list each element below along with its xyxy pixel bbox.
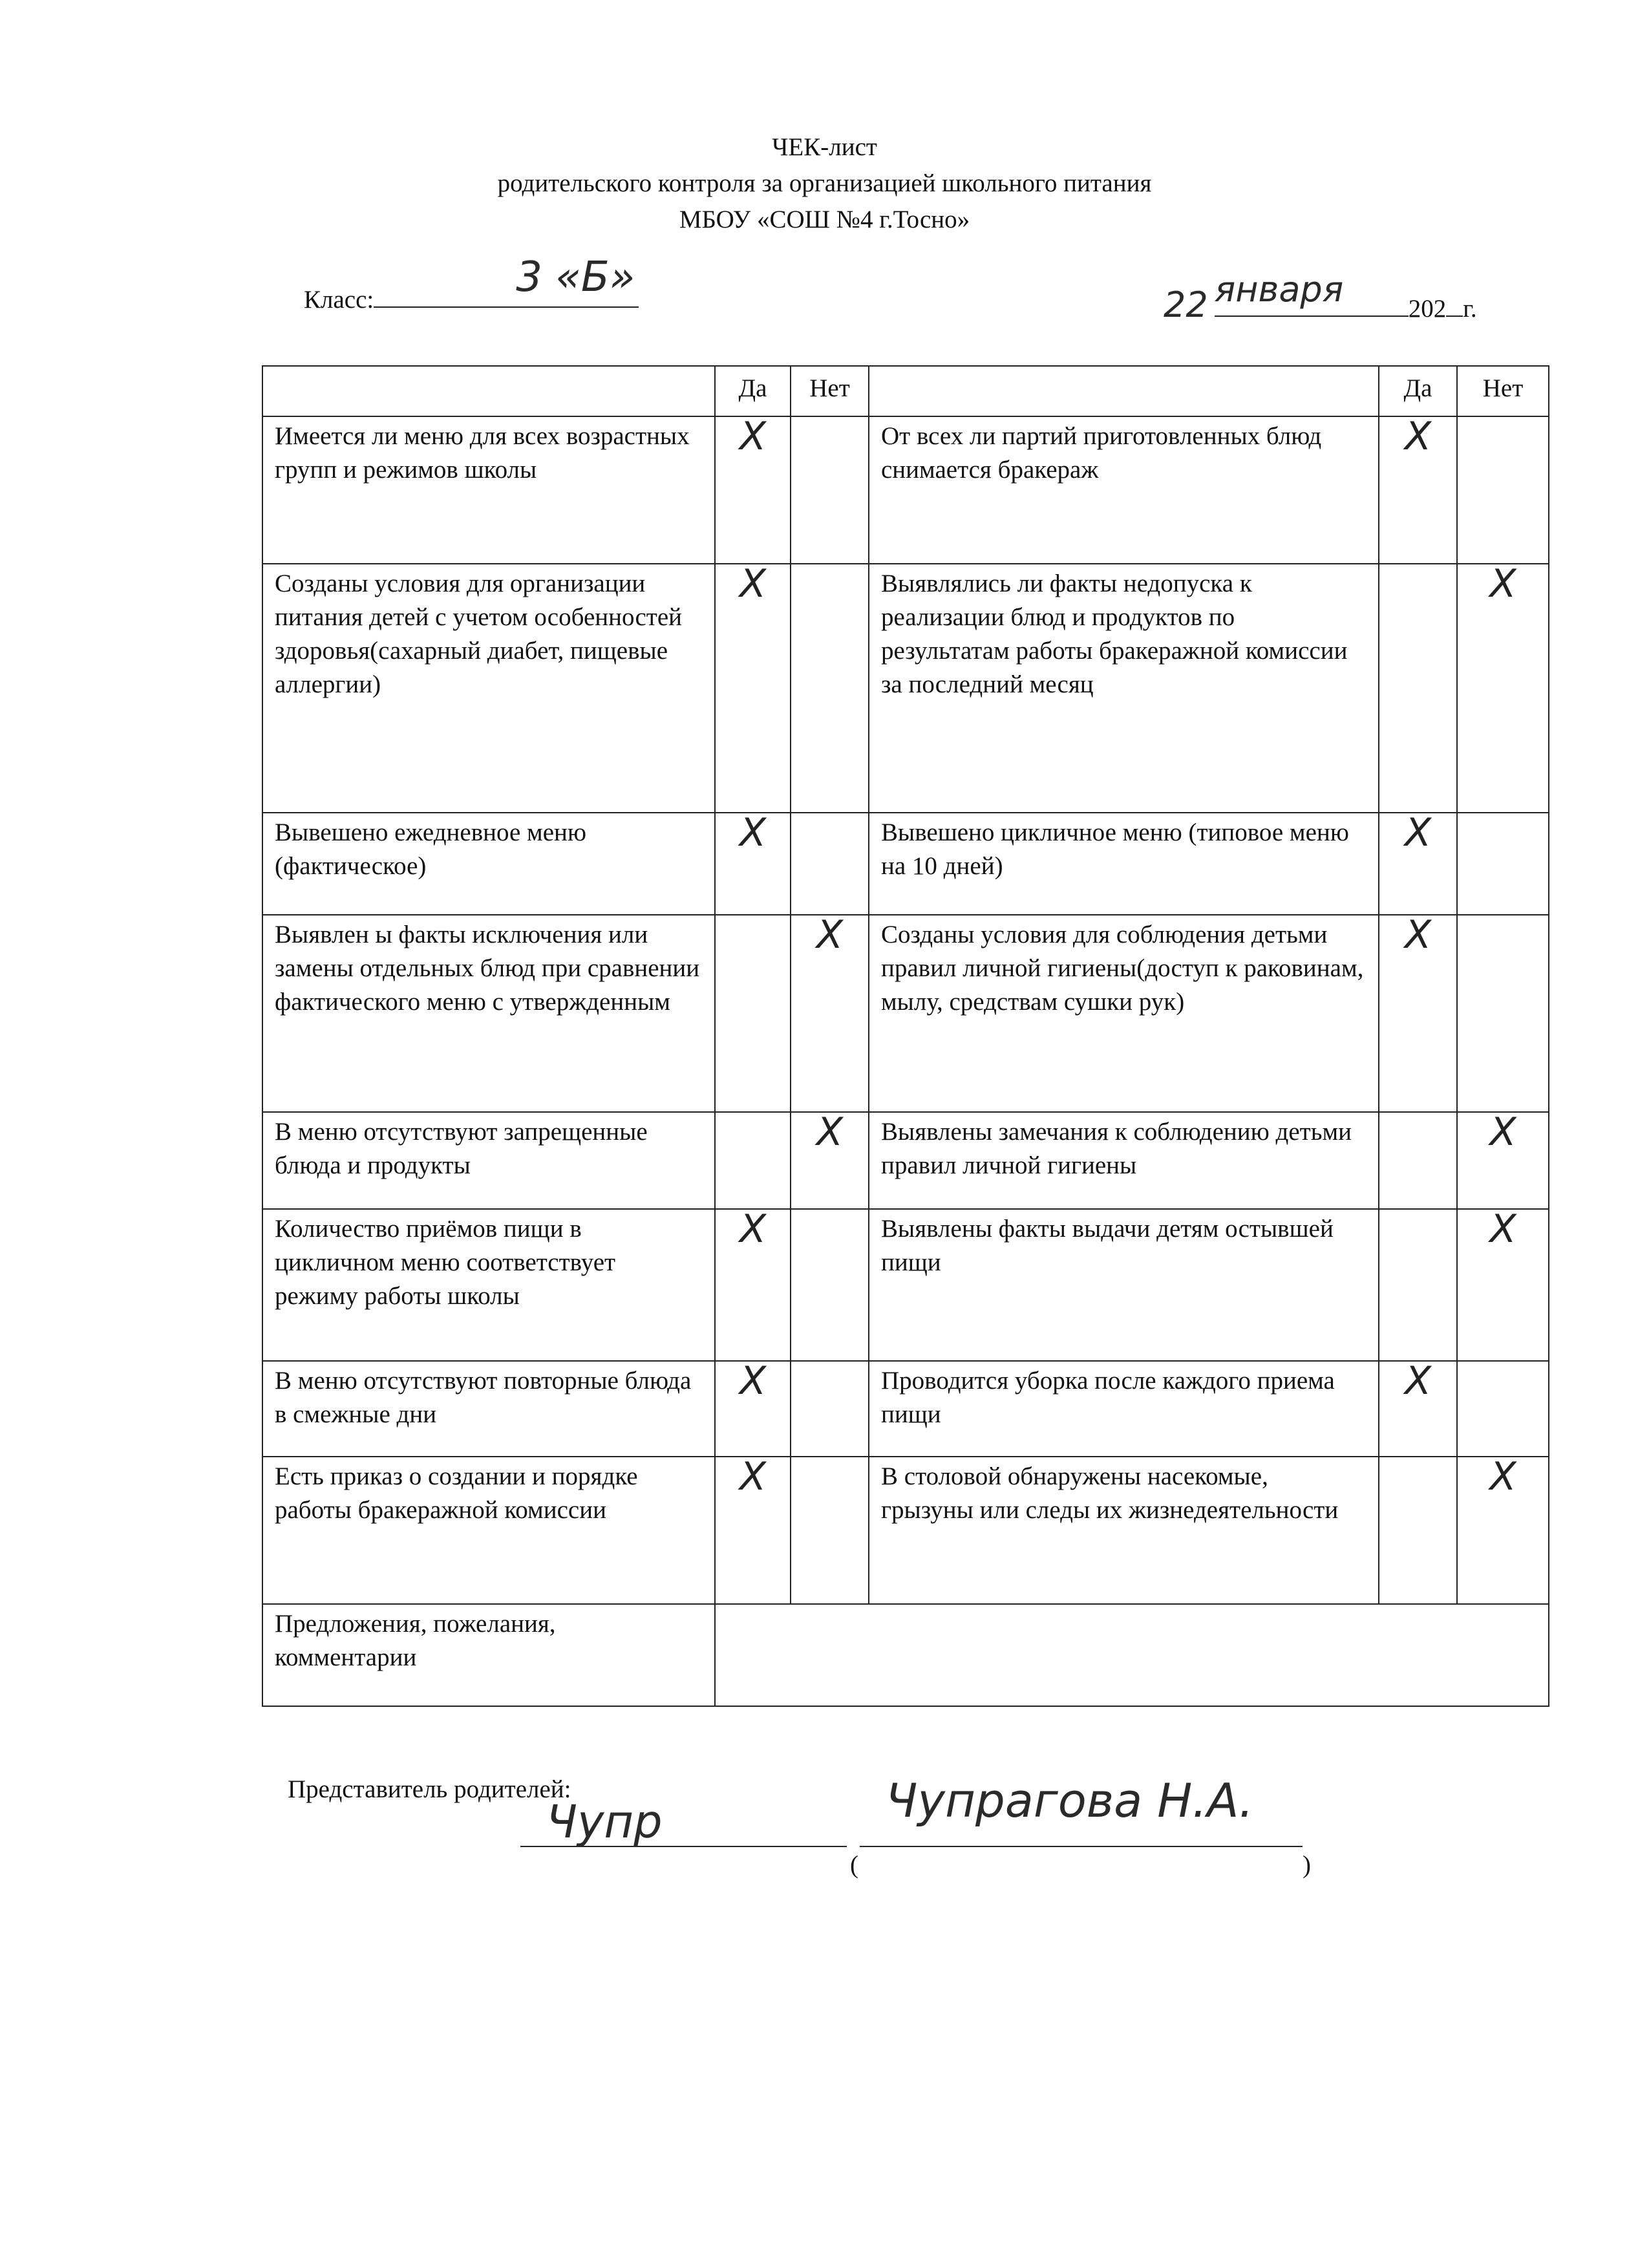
question-right: Выявлены факты выдачи детям остывшей пищи xyxy=(869,1209,1379,1361)
check-mark-icon: X xyxy=(816,912,844,957)
question-right: Выявлялись ли факты недопуска к реализации блюд и продуктов по результатам работы бракеражной комиссии за последний месяц xyxy=(869,564,1379,813)
yes-checkbox[interactable] xyxy=(715,1454,791,1604)
paren-open: ( xyxy=(850,1851,858,1879)
question-right: В столовой обнаружены насекомые, грызуны или следы их жизнедеятельности xyxy=(869,1457,1379,1604)
class-value-line[interactable] xyxy=(374,253,639,308)
yes-checkbox[interactable] xyxy=(715,1112,791,1209)
question-left: В меню отсутствуют запрещенные блюда и продукты xyxy=(262,1112,715,1209)
check-mark-icon: X xyxy=(739,561,767,606)
date-day: 22 xyxy=(1164,284,1208,325)
yes-checkbox[interactable] xyxy=(1379,564,1457,813)
question-left: В меню отсутствуют повторные блюда в смежные дни xyxy=(262,1361,715,1457)
question-right: Выявлены замечания к соблюдению детьми правил личной гигиены xyxy=(869,1112,1379,1209)
class-field xyxy=(304,253,639,314)
table-row xyxy=(262,1112,1549,1209)
yes-checkbox[interactable] xyxy=(715,416,791,564)
no-checkbox[interactable] xyxy=(1457,1206,1549,1361)
yes-checkbox[interactable] xyxy=(1379,1358,1457,1457)
table-header-row xyxy=(262,366,1549,416)
date-year-prefix: 202 xyxy=(1408,295,1447,323)
question-right: Проводится уборка после каждого приема пищи xyxy=(869,1361,1379,1457)
date-month: января xyxy=(1214,269,1344,310)
title-line-2: родительского контроля за организацией школьного питания xyxy=(497,169,1152,197)
signature-handwritten: Чупр xyxy=(546,1795,663,1848)
table-row xyxy=(262,1457,1549,1604)
question-left: Выявлен ы факты исключения или замены отдельных блюд при сравнении фактического меню с утвержденным xyxy=(262,915,715,1112)
check-mark-icon: X xyxy=(1489,1454,1516,1499)
header-no-left: Нет xyxy=(791,366,869,416)
no-checkbox[interactable] xyxy=(791,1109,869,1209)
question-right: Вывешено цикличное меню (типовое меню на 10 дней) xyxy=(869,813,1379,915)
document-title xyxy=(0,129,1649,238)
yes-checkbox[interactable] xyxy=(715,1206,791,1361)
name-line[interactable] xyxy=(860,1773,1303,1847)
check-mark-icon: X xyxy=(1404,810,1432,855)
no-checkbox[interactable] xyxy=(1457,1361,1549,1457)
check-mark-icon: X xyxy=(739,810,767,855)
question-left: Созданы условия для организации питания детей с учетом особенностей здоровья(сахарный диабет, пищевые аллергии) xyxy=(262,564,715,813)
question-right: От всех ли партий приготовленных блюд снимается бракераж xyxy=(869,416,1379,564)
date-field xyxy=(1164,269,1477,325)
no-checkbox[interactable] xyxy=(791,1209,869,1361)
paren-close: ) xyxy=(1303,1851,1311,1879)
representative-name: Чупрагова Н.А. xyxy=(886,1773,1254,1828)
yes-checkbox[interactable] xyxy=(1379,810,1457,915)
checklist-table xyxy=(262,365,1549,1707)
no-checkbox[interactable] xyxy=(791,416,869,564)
header-yes-right: Да xyxy=(1379,366,1457,416)
header-question-right xyxy=(869,366,1379,416)
header-no-right: Нет xyxy=(1457,366,1549,416)
yes-checkbox[interactable] xyxy=(1379,416,1457,564)
table-row xyxy=(262,416,1549,564)
class-label: Класс: xyxy=(304,286,374,314)
check-mark-icon: X xyxy=(739,1206,767,1252)
check-mark-icon: X xyxy=(739,1358,767,1404)
no-checkbox[interactable] xyxy=(791,564,869,813)
yes-checkbox[interactable] xyxy=(1379,1457,1457,1604)
question-left: Есть приказ о создании и порядке работы бракеражной комиссии xyxy=(262,1457,715,1604)
title-line-3: МБОУ «СОШ №4 г.Тосно» xyxy=(679,206,970,233)
yes-checkbox[interactable] xyxy=(1379,1209,1457,1361)
table-row xyxy=(262,564,1549,813)
date-month-line[interactable] xyxy=(1214,269,1409,317)
table-row xyxy=(262,915,1549,1112)
class-value: 3 «Б» xyxy=(516,253,635,301)
header-yes-left: Да xyxy=(715,366,791,416)
check-mark-icon: X xyxy=(1404,414,1432,459)
check-mark-icon: X xyxy=(1489,561,1516,606)
table-row xyxy=(262,1361,1549,1457)
question-left: Количество приёмов пищи в цикличном меню соответствует режиму работы школы xyxy=(262,1209,715,1361)
check-mark-icon: X xyxy=(739,414,767,459)
header-question-left xyxy=(262,366,715,416)
no-checkbox[interactable] xyxy=(1457,1454,1549,1604)
yes-checkbox[interactable] xyxy=(715,1358,791,1457)
table-row xyxy=(262,1209,1549,1361)
check-mark-icon: X xyxy=(1489,1206,1516,1252)
question-right: Созданы условия для соблюдения детьми правил личной гигиены(доступ к раковинам, мылу, средствам сушки рук) xyxy=(869,915,1379,1112)
check-mark-icon: X xyxy=(816,1109,844,1155)
no-checkbox[interactable] xyxy=(791,1361,869,1457)
question-left: Вывешено ежедневное меню (фактическое) xyxy=(262,813,715,915)
comments-field[interactable] xyxy=(715,1604,1549,1706)
no-checkbox[interactable] xyxy=(1457,1109,1549,1209)
no-checkbox[interactable] xyxy=(1457,561,1549,813)
date-year-blank[interactable] xyxy=(1446,296,1463,317)
no-checkbox[interactable] xyxy=(1457,416,1549,564)
yes-checkbox[interactable] xyxy=(715,915,791,1112)
no-checkbox[interactable] xyxy=(791,1457,869,1604)
yes-checkbox[interactable] xyxy=(715,561,791,813)
signature-line[interactable] xyxy=(520,1795,847,1848)
check-mark-icon: X xyxy=(1404,1358,1432,1404)
no-checkbox[interactable] xyxy=(791,813,869,915)
question-left: Имеется ли меню для всех возрастных групп и режимов школы xyxy=(262,416,715,564)
yes-checkbox[interactable] xyxy=(1379,1112,1457,1209)
yes-checkbox[interactable] xyxy=(1379,912,1457,1112)
no-checkbox[interactable] xyxy=(1457,813,1549,915)
no-checkbox[interactable] xyxy=(791,912,869,1112)
check-mark-icon: X xyxy=(739,1454,767,1499)
comments-label: Предложения, пожелания, комментарии xyxy=(262,1604,715,1706)
check-mark-icon: X xyxy=(1489,1109,1516,1155)
signature-label: Представитель родителей: xyxy=(288,1775,571,1803)
date-suffix: г. xyxy=(1463,295,1477,323)
no-checkbox[interactable] xyxy=(1457,915,1549,1112)
yes-checkbox[interactable] xyxy=(715,810,791,915)
comments-row xyxy=(262,1604,1549,1706)
title-line-1: ЧЕК-лист xyxy=(772,133,877,161)
check-mark-icon: X xyxy=(1404,912,1432,957)
table-row xyxy=(262,813,1549,915)
